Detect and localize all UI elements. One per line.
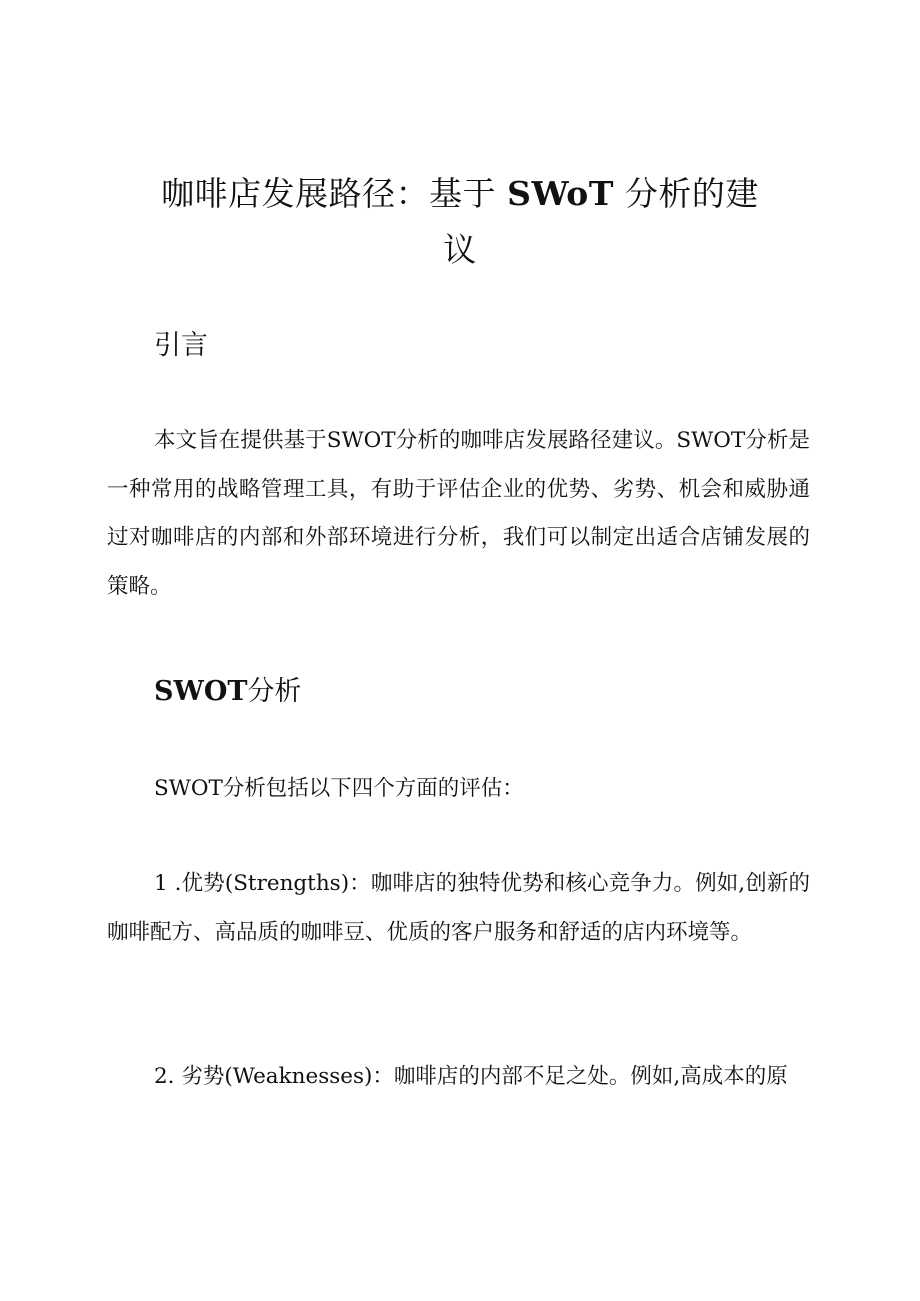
title-text-part-2: 分析的建议 — [443, 174, 759, 269]
swot-intro-paragraph: SWOT分析包括以下四个方面的评估： — [154, 776, 524, 801]
intro-heading: 引言 — [154, 330, 208, 361]
swot-heading-latin: SWOT — [154, 676, 248, 707]
swot-heading — [154, 672, 301, 712]
intro-paragraph: 本文旨在提供基于SWOT分析的咖啡店发展路径建议。SWOT分析是一种常用的战略管理工具，有助于评估企业的优势、劣势、机会和威胁通过对咖啡店的内部和外部环境进行分析，我们可以制定出适合店铺发展的策略。 — [107, 428, 810, 599]
document-title — [150, 166, 770, 278]
title-text-part-1: 咖啡店发展路径：基于 — [161, 174, 497, 213]
swot-heading-cn: 分析 — [247, 676, 302, 707]
title-text-latin: SWoT — [507, 174, 614, 213]
weaknesses-paragraph: 2. 劣势(Weaknesses)：咖啡店的内部不足之处。例如,高成本的原 — [154, 1064, 788, 1089]
strengths-paragraph: 1 .优势(Strengths)：咖啡店的独特优势和核心竞争力。例如,创新的咖啡配方、高品质的咖啡豆、优质的客户服务和舒适的店内环境等。 — [107, 871, 810, 945]
